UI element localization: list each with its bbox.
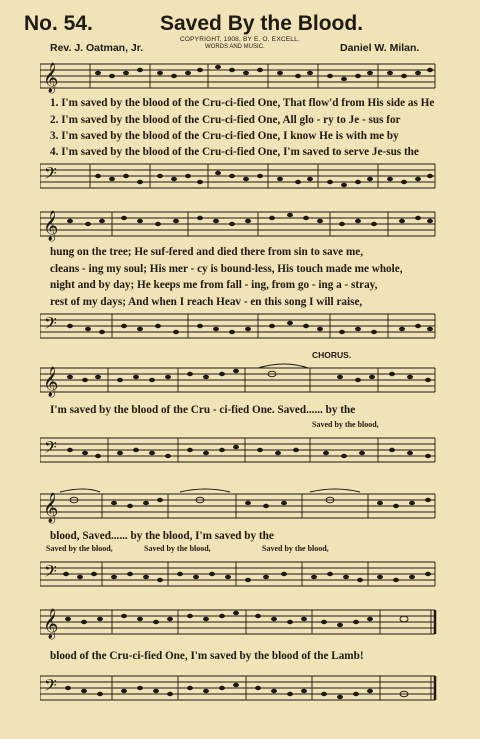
svg-text:𝄞: 𝄞 xyxy=(43,493,59,522)
chorus-line-1-echo: Saved by the blood, xyxy=(312,420,379,429)
svg-text:𝄢: 𝄢 xyxy=(44,563,57,585)
copyright-notice: COPYRIGHT, 1908, BY E. O. EXCELL. xyxy=(180,36,300,43)
chorus-line-2: blood, Saved...... by the blood, I'm saved by the xyxy=(50,530,274,542)
verse-4-line-2: rest of my days; And when I reach Heav - en this song I will raise, xyxy=(50,296,363,308)
music-staff-bass-3 xyxy=(40,432,440,468)
music-staff-bass-1 xyxy=(40,158,440,194)
music-staff-treble-2 xyxy=(40,206,440,242)
chorus-label: CHORUS. xyxy=(312,350,352,360)
music-staff-bass-2 xyxy=(40,308,440,344)
chorus-line-2-echo-1: Saved by the blood, xyxy=(46,544,113,553)
hymn-number: No. 54. xyxy=(24,12,93,35)
music-staff-treble-3 xyxy=(40,362,440,398)
verse-2-line-2: cleans - ing my soul; His mer - cy is bound-less, His touch made me whole, xyxy=(50,263,403,275)
verse-1-line-1: 1. I'm saved by the blood of the Cru-ci-fied One, That flow'd from His side as He xyxy=(50,97,435,109)
words-and-music-note: WORDS AND MUSIC. xyxy=(205,44,265,50)
verse-3-line-2: night and by day; He keeps me from fall - ing, from go - ing a - stray, xyxy=(50,279,378,291)
svg-text:𝄢: 𝄢 xyxy=(44,439,57,461)
verse-3-line-1: 3. I'm saved by the blood of the Cru-ci-fied One, I know He is with me by xyxy=(50,130,399,142)
composer: Daniel W. Milan. xyxy=(340,42,420,54)
chorus-line-2-echo-2: Saved by the blood, xyxy=(144,544,211,553)
chorus-line-1: I'm saved by the blood of the Cru - ci-fied One. Saved...... by the xyxy=(50,404,356,416)
svg-text:𝄞: 𝄞 xyxy=(43,211,59,240)
svg-text:𝄢: 𝄢 xyxy=(44,315,57,337)
svg-text:𝄢: 𝄢 xyxy=(44,677,57,699)
music-staff-bass-4 xyxy=(40,556,440,592)
verse-1-line-2: hung on the tree; He suf-fered and died there from sin to save me, xyxy=(50,246,364,258)
svg-text:𝄞: 𝄞 xyxy=(43,63,59,92)
music-staff-bass-5 xyxy=(40,670,440,706)
svg-text:𝄞: 𝄞 xyxy=(43,609,59,638)
verse-4-line-1: 4. I'm saved by the blood of the Cru-ci-fied One, I'm saved to serve Je-sus the xyxy=(50,146,419,158)
svg-text:𝄢: 𝄢 xyxy=(44,165,57,187)
music-staff-treble-4 xyxy=(40,488,440,524)
lyricist: Rev. J. Oatman, Jr. xyxy=(50,42,144,54)
chorus-line-2-echo-3: Saved by the blood, xyxy=(262,544,329,553)
hymn-title: Saved By the Blood. xyxy=(160,12,364,35)
music-staff-treble-5 xyxy=(40,604,440,640)
verse-2-line-1: 2. I'm saved by the blood of the Cru-ci-fied One, All glo - ry to Je - sus for xyxy=(50,114,401,126)
music-staff-treble-1 xyxy=(40,58,440,94)
chorus-line-3: blood of the Cru-ci-fied One, I'm saved by the blood of the Lamb! xyxy=(50,650,364,662)
svg-text:𝄞: 𝄞 xyxy=(43,367,59,396)
